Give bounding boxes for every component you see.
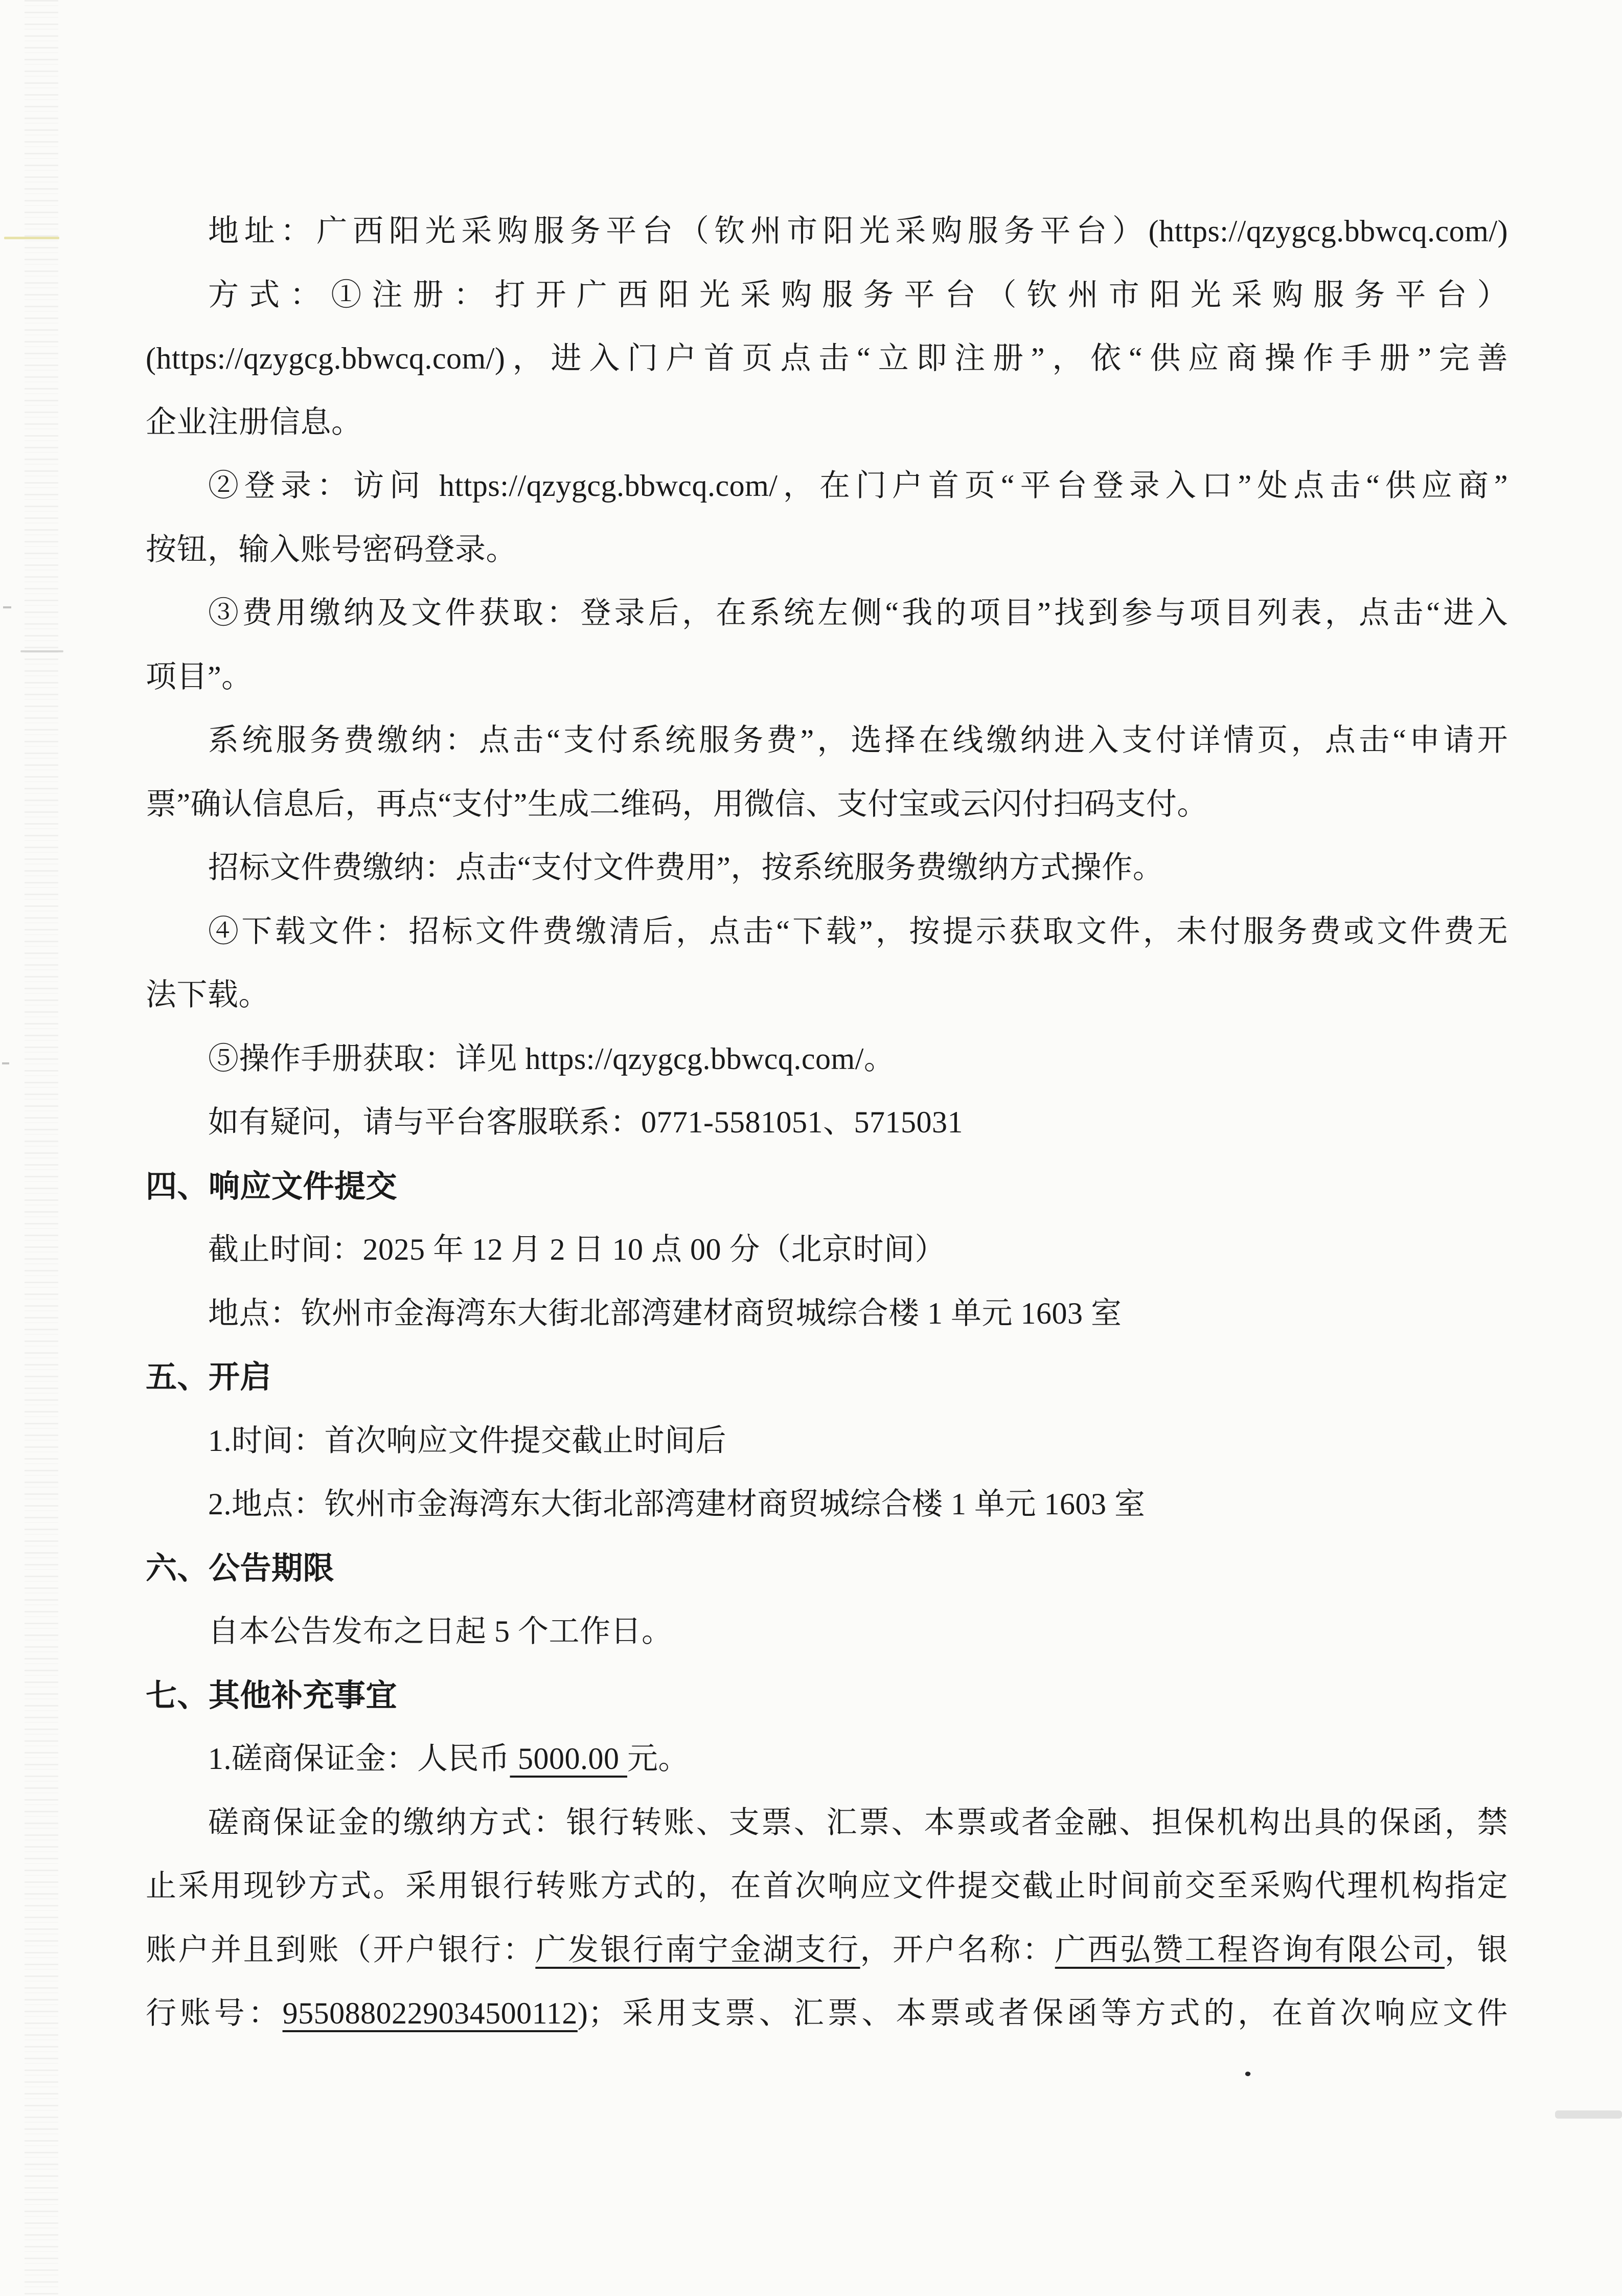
text-run: 招标文件费缴纳：点击“支付文件费用”，按系统服务费缴纳方式操作。 (208, 851, 1164, 884)
scan-streak-gray (20, 650, 63, 652)
text-run: 止采用现钞方式。采用银行转账方式的，在首次响应文件提交截止时间前交至采购代理机构指定 (146, 1869, 1508, 1903)
line-fee-and-files-2 (146, 645, 1508, 709)
line-open-location (146, 1472, 1508, 1536)
text-run: 系统服务费缴纳：点击“支付系统服务费”，选择在线缴纳进入支付详情页，点击“申请开 (208, 723, 1508, 757)
text-run: 项目”。 (146, 660, 253, 694)
text-run: 磋商保证金的缴纳方式：银行转账、支票、汇票、本票或者金融、担保机构出具的保函，禁 (208, 1805, 1508, 1839)
text-run: ⑤操作手册获取：详见 https://qzygcg.bbwcq.com/。 (208, 1041, 895, 1076)
scan-tick-2 (2, 1062, 9, 1064)
line-deposit-amount (146, 1727, 1508, 1791)
text-run: 票”确认信息后，再点“支付”生成二维码，用微信、支付宝或云闪付扫码支付。 (146, 787, 1208, 821)
text-run: 行账号： (146, 1996, 283, 2030)
heading-section-5 (146, 1345, 1508, 1409)
text-run: ③费用缴纳及文件获取：登录后，在系统左侧“我的项目”找到参与项目列表，点击“进入 (208, 596, 1508, 630)
scan-tick-1 (3, 606, 11, 608)
line-open-time (146, 1409, 1508, 1473)
text-run: )；采用支票、汇票、本票或者保函等方式的，在首次响应文件 (577, 1996, 1509, 2030)
line-deadline (146, 1218, 1508, 1282)
text-run: ，开户名称： (860, 1933, 1055, 1967)
text-run: 方式：①注册：打开广西阳光采购服务平台（钦州市阳光采购服务平台） (208, 278, 1508, 312)
scan-streak-yellow (4, 237, 59, 239)
scan-smudge (1555, 2110, 1622, 2119)
text-run: 五、开启 (146, 1359, 272, 1394)
line-doc-fee (146, 836, 1508, 900)
text-run: 地点：钦州市金海湾东大街北部湾建材商贸城综合楼 1 单元 1603 室 (208, 1296, 1122, 1330)
line-support-phone (146, 1090, 1508, 1154)
line-method-register (146, 263, 1508, 327)
line-fee-and-files (146, 581, 1508, 645)
underlined-text: 广西弘赞工程咨询有限公司 (1055, 1933, 1445, 1967)
line-download-2 (146, 963, 1508, 1027)
line-deposit-payment-3 (146, 1918, 1508, 1982)
text-run: ②登录：访问 https://qzygcg.bbwcq.com/，在门户首页“平台登录入口”处点击“供应商” (208, 469, 1508, 503)
heading-section-6 (146, 1536, 1508, 1600)
line-register-url (146, 327, 1508, 391)
line-deposit-payment (146, 1791, 1508, 1855)
text-run: 企业注册信息。 (146, 405, 362, 439)
line-deposit-payment-2 (146, 1854, 1508, 1918)
text-run: 1.时间：首次响应文件提交截止时间后 (208, 1423, 726, 1458)
line-login-2 (146, 518, 1508, 582)
line-platform-address (146, 199, 1508, 263)
text-run: 法下载。 (146, 978, 269, 1012)
document-lines (146, 199, 1508, 2045)
line-deposit-payment-4 (146, 1982, 1508, 2045)
text-run: 地址：广西阳光采购服务平台（钦州市阳光采购服务平台）(https://qzygcg.bbwcq.com/) (208, 214, 1508, 248)
heading-section-7 (146, 1664, 1508, 1727)
underlined-text: 5000.00 (510, 1742, 627, 1776)
underlined-text: 广发银行南宁金湖支行 (535, 1933, 860, 1967)
ink-speck (1245, 2071, 1251, 2077)
text-run: 1.磋商保证金：人民币 (208, 1742, 510, 1776)
text-run: 六、公告期限 (146, 1550, 335, 1585)
line-login (146, 454, 1508, 518)
line-location (146, 1282, 1508, 1346)
line-register-info (146, 391, 1508, 454)
underlined-text: 9550880229034500112 (282, 1996, 578, 2030)
line-download (146, 900, 1508, 964)
text-run: 七、其他补充事宜 (146, 1677, 398, 1713)
line-system-fee (146, 709, 1508, 772)
scan-noise-strip (25, 0, 58, 2296)
text-run: 账户并且到账（开户银行： (146, 1933, 536, 1967)
text-run: ④下载文件：招标文件费缴清后，点击“下载”，按提示获取文件，未付服务费或文件费无 (208, 914, 1508, 948)
text-run: (https://qzygcg.bbwcq.com/)，进入门户首页点击“立即注册”，依“供应商操作手册”完善 (146, 342, 1508, 375)
heading-section-4 (146, 1154, 1508, 1218)
text-run: 如有疑问，请与平台客服联系：0771-5581051、5715031 (208, 1105, 963, 1139)
text-run: 按钮，输入账号密码登录。 (146, 532, 517, 566)
line-manual (146, 1027, 1508, 1091)
text-run: ，银 (1445, 1933, 1509, 1967)
text-run: 2.地点：钦州市金海湾东大街北部湾建材商贸城综合楼 1 单元 1603 室 (208, 1487, 1146, 1521)
text-run: 自本公告发布之日起 5 个工作日。 (208, 1615, 673, 1648)
line-notice-period (146, 1600, 1508, 1664)
line-system-fee-2 (146, 772, 1508, 836)
text-run: 元。 (627, 1742, 689, 1776)
text-run: 截止时间：2025 年 12 月 2 日 10 点 00 分（北京时间） (208, 1233, 946, 1266)
text-run: 四、响应文件提交 (146, 1168, 398, 1203)
